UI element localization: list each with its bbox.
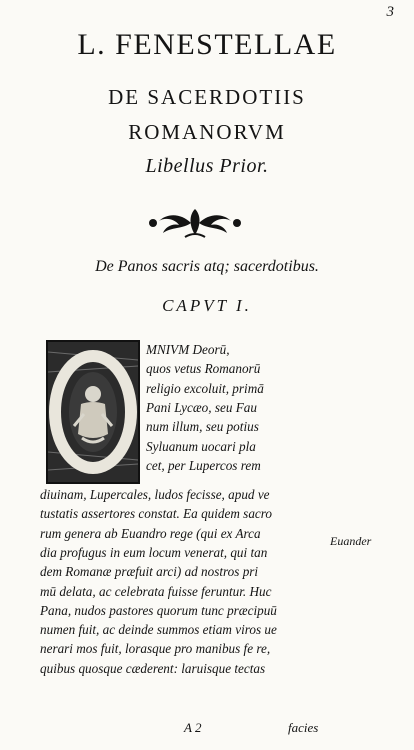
printers-ornament bbox=[145, 205, 245, 241]
body-line: mū delata, ac celebrata fuisse feruntur. Huc bbox=[40, 583, 272, 599]
catchword: facies bbox=[288, 720, 319, 735]
body-line: nerari mos fuit, lorasque pro manibus fe re, bbox=[40, 641, 271, 657]
body-line: tustatis assertores constat. Ea quidem sacro bbox=[40, 506, 272, 522]
subtitle-line-1: DE SACERDOTIIS bbox=[108, 85, 306, 109]
body-line: rum genera ab Euandro rege (qui ex Arca bbox=[40, 525, 261, 541]
body-line: num illum, seu potius bbox=[146, 419, 259, 435]
decorated-initial-o-image bbox=[46, 340, 140, 484]
subtitle-line-2: ROMANORVM bbox=[128, 120, 286, 144]
chapter-heading: CAPVT I. bbox=[162, 296, 252, 315]
page-title: L. FENESTELLAE bbox=[77, 28, 337, 61]
body-line: Syluanum uocari pla bbox=[146, 438, 256, 454]
body-line: diuinam, Lupercales, ludos fecisse, apud ve bbox=[40, 487, 270, 502]
body-line: Pani Lycæo, seu Fau bbox=[146, 399, 257, 415]
margin-note: Euander bbox=[330, 534, 372, 548]
body-line: dia profugus in eum locum venerat, qui tan bbox=[40, 544, 268, 560]
section-heading: De Panos sacris atq; sacerdotibus. bbox=[95, 258, 319, 275]
body-line: quibus quosque cæderent: laruisque tectas bbox=[40, 660, 266, 676]
subtitle-line-3: Libellus Prior. bbox=[145, 155, 269, 177]
body-line: numen fuit, ac deinde summos etiam viros ue bbox=[40, 622, 277, 638]
body-line: quos vetus Romanorū bbox=[146, 361, 261, 377]
body-line: MNIVM Deorū, bbox=[146, 342, 230, 357]
signature-mark: A 2 bbox=[184, 720, 202, 735]
body-line: Pana, nudos pastores quorum tunc præcipuū bbox=[40, 602, 277, 618]
page-number: 3 bbox=[386, 4, 394, 20]
body-line: dem Romanæ præfuit arci) ad nostros pri bbox=[40, 564, 259, 580]
body-line: cet, per Lupercos rem bbox=[146, 457, 261, 473]
body-line: religio excoluit, primā bbox=[146, 380, 264, 396]
